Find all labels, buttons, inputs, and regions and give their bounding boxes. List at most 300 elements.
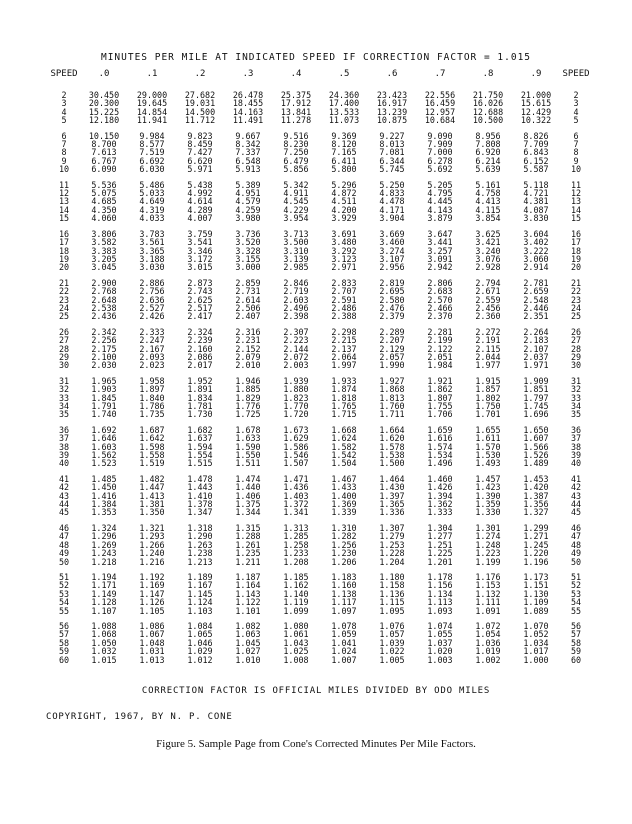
table-cell: 30.450 (88, 90, 120, 100)
table-cell: 1.109 (523, 597, 549, 608)
table-cell: 2.914 (523, 262, 549, 273)
table-cell: 1.101 (235, 605, 261, 616)
table-cell: 1.829 (235, 392, 261, 403)
table-cell: 1.493 (475, 458, 501, 469)
table-cell: 2.160 (187, 343, 213, 354)
row-speed-right: 2 (573, 90, 579, 100)
table-row (48, 247, 592, 255)
table-cell: 19.645 (136, 98, 168, 109)
table-cell: 1.020 (427, 646, 453, 657)
table-cell: 5.205 (427, 179, 453, 190)
table-cell: 1.590 (235, 441, 261, 452)
row-speed-right: 35 (570, 409, 582, 420)
table-cell: 3.691 (331, 228, 357, 239)
table-cell: 1.546 (283, 450, 309, 461)
table-cell: 1.797 (523, 392, 549, 403)
table-cell: 1.582 (331, 441, 357, 452)
table-cell: 1.515 (187, 458, 213, 469)
row-speed-left: 7 (61, 139, 67, 150)
table-cell: 11.712 (184, 115, 216, 126)
row-speed-right: 52 (570, 580, 582, 591)
row-speed-right: 46 (570, 522, 582, 533)
table-cell: 3.582 (91, 237, 117, 248)
table-row (48, 116, 592, 124)
table-cell: 4.721 (523, 188, 549, 199)
table-row (48, 238, 592, 246)
row-speed-left: 6 (61, 130, 67, 141)
table-cell: 1.067 (139, 629, 165, 640)
table-cell: 1.921 (427, 375, 453, 386)
table-cell: 1.406 (235, 490, 261, 501)
table-cell: 4.649 (139, 196, 165, 207)
table-cell: 1.105 (139, 605, 165, 616)
table-cell: 1.673 (283, 424, 309, 435)
table-cell: 7.808 (475, 139, 501, 150)
table-cell: 2.625 (187, 294, 213, 305)
row-speed-left: 14 (58, 204, 70, 215)
table-cell: 2.231 (235, 335, 261, 346)
header-tenth-4: .4 (290, 69, 302, 79)
table-cell: 1.005 (379, 654, 405, 665)
row-speed-right: 6 (573, 130, 579, 141)
table-cell: 7.337 (235, 147, 261, 158)
table-cell: 4.833 (379, 188, 405, 199)
table-cell: 1.786 (139, 401, 165, 411)
table-row (48, 336, 592, 344)
table-cell: 4.872 (331, 188, 357, 199)
table-cell: 2.956 (379, 262, 405, 273)
table-cell: 1.659 (427, 424, 453, 435)
table-cell: 2.603 (283, 294, 309, 305)
table-cell: 2.486 (331, 302, 357, 313)
table-cell: 14.854 (136, 106, 168, 117)
table-cell: 2.476 (379, 302, 405, 313)
table-cell: 3.736 (235, 228, 261, 239)
row-speed-right: 16 (570, 228, 582, 239)
table-cell: 2.859 (235, 277, 261, 288)
table-cell: 8.700 (91, 139, 117, 150)
table-cell: 2.281 (427, 326, 453, 337)
table-cell: 1.720 (283, 409, 309, 420)
row-speed-left: 52 (58, 580, 70, 591)
table-cell: 1.678 (235, 424, 261, 435)
header-tenth-9: .9 (530, 69, 542, 79)
row-speed-left: 15 (58, 213, 70, 224)
table-cell: 17.912 (280, 98, 312, 109)
table-cell: 1.072 (475, 620, 501, 631)
row-speed-right: 53 (570, 588, 582, 599)
table-cell: 1.701 (475, 409, 501, 420)
row-speed-left: 34 (58, 401, 70, 411)
table-cell: 1.440 (235, 482, 261, 493)
row-speed-left: 4 (61, 106, 67, 117)
table-cell: 1.263 (187, 539, 213, 550)
table-cell: 13.239 (376, 106, 408, 117)
table-cell: 5.486 (139, 179, 165, 190)
table-cell: 1.958 (139, 375, 165, 386)
table-cell: 1.443 (187, 482, 213, 493)
table-cell: 1.145 (187, 588, 213, 599)
table-cell: 1.164 (235, 580, 261, 591)
table-row (48, 206, 592, 214)
table-cell: 2.207 (379, 335, 405, 346)
table-cell: 1.167 (187, 580, 213, 591)
table-cell: 1.353 (91, 507, 117, 518)
table-cell: 1.147 (139, 588, 165, 599)
table-cell: 1.485 (91, 473, 117, 484)
table-cell: 1.460 (427, 473, 453, 484)
table-cell: 19.031 (184, 98, 216, 109)
table-cell: 2.247 (139, 335, 165, 346)
table-cell: 1.078 (331, 620, 357, 631)
table-cell: 9.090 (427, 130, 453, 141)
table-cell: 1.103 (187, 605, 213, 616)
table-cell: 2.115 (475, 343, 501, 354)
table-cell: 1.178 (427, 571, 453, 582)
table-cell: 1.130 (523, 588, 549, 599)
table-cell: 6.843 (523, 147, 549, 158)
table-row (48, 99, 592, 107)
table-cell: 4.445 (427, 196, 453, 207)
table-cell: 4.413 (475, 196, 501, 207)
table-cell: 1.015 (91, 654, 117, 665)
table-cell: 2.548 (523, 294, 549, 305)
table-cell: 1.369 (331, 499, 357, 510)
row-speed-right: 19 (570, 253, 582, 264)
table-cell: 24.360 (328, 90, 360, 100)
row-speed-right: 20 (570, 262, 582, 273)
table-cell: 1.271 (523, 531, 549, 542)
table-cell: 6.920 (475, 147, 501, 158)
table-cell: 3.541 (187, 237, 213, 248)
row-speed-left: 8 (61, 147, 67, 158)
table-cell: 1.019 (475, 646, 501, 657)
table-cell: 1.113 (427, 597, 453, 608)
table-cell: 8.577 (139, 139, 165, 150)
row-speed-right: 3 (573, 98, 579, 109)
row-speed-right: 57 (570, 629, 582, 640)
table-cell: 3.123 (331, 253, 357, 264)
table-cell: 13.533 (328, 106, 360, 117)
table-cell: 1.807 (427, 392, 453, 403)
row-speed-right: 17 (570, 237, 582, 248)
table-row (48, 214, 592, 222)
table-cell: 3.421 (475, 237, 501, 248)
row-speed-left: 39 (58, 450, 70, 461)
table-cell: 4.685 (91, 196, 117, 207)
table-cell: 7.250 (283, 147, 309, 158)
table-cell: 2.971 (331, 262, 357, 273)
table-cell: 12.688 (472, 106, 504, 117)
row-speed-left: 38 (58, 441, 70, 452)
table-cell: 5.342 (283, 179, 309, 190)
table-cell: 2.794 (475, 277, 501, 288)
table-cell: 4.951 (235, 188, 261, 199)
table-cell: 5.800 (331, 164, 357, 175)
row-speed-left: 28 (58, 343, 70, 354)
table-row (48, 189, 592, 197)
table-cell: 21.000 (520, 90, 552, 100)
table-cell: 1.594 (187, 441, 213, 452)
table-cell: 1.050 (91, 637, 117, 648)
row-speed-right: 56 (570, 620, 582, 631)
table-cell: 1.381 (139, 499, 165, 510)
table-cell: 1.735 (139, 409, 165, 420)
table-cell: 1.745 (523, 401, 549, 411)
table-cell: 1.282 (331, 531, 357, 542)
table-cell: 1.629 (283, 433, 309, 444)
table-cell: 9.227 (379, 130, 405, 141)
table-cell: 2.023 (139, 360, 165, 371)
table-cell: 2.398 (283, 311, 309, 322)
table-cell: 1.160 (331, 580, 357, 591)
table-cell: 2.388 (331, 311, 357, 322)
table-cell: 10.322 (520, 115, 552, 126)
table-cell: 25.375 (280, 90, 312, 100)
table-cell: 12.429 (520, 106, 552, 117)
table-cell: 1.668 (331, 424, 357, 435)
table-cell: 12.180 (88, 115, 120, 126)
table-cell: 1.655 (475, 424, 501, 435)
table-cell: 2.407 (235, 311, 261, 322)
table-cell: 1.173 (523, 571, 549, 582)
table-cell: 1.299 (523, 522, 549, 533)
table-cell: 9.823 (187, 130, 213, 141)
table-cell: 2.886 (139, 277, 165, 288)
table-row (48, 174, 592, 189)
row-speed-left: 16 (58, 228, 70, 239)
table-cell: 2.289 (379, 326, 405, 337)
table-cell: 1.467 (331, 473, 357, 484)
table-cell: 1.070 (523, 620, 549, 631)
table-cell: 1.228 (379, 548, 405, 559)
table-cell: 2.191 (475, 335, 501, 346)
table-cell: 1.235 (235, 548, 261, 559)
table-cell: 3.091 (427, 253, 453, 264)
table-cell: 1.065 (187, 629, 213, 640)
table-cell: 1.650 (523, 424, 549, 435)
correction-factor-note: CORRECTION FACTOR IS OFFICIAL MILES DIVIDED BY ODO MILES (141, 686, 491, 696)
table-cell: 4.992 (187, 188, 213, 199)
table-cell: 1.111 (475, 597, 501, 608)
table-row (48, 370, 592, 385)
table-cell: 1.037 (427, 637, 453, 648)
table-cell: 2.144 (283, 343, 309, 354)
table-row (48, 223, 592, 238)
row-speed-right: 25 (570, 311, 582, 322)
table-cell: 4.614 (187, 196, 213, 207)
table-cell: 1.578 (379, 441, 405, 452)
table-cell: 1.162 (283, 580, 309, 591)
row-speed-left: 50 (58, 556, 70, 567)
row-speed-left: 23 (58, 294, 70, 305)
table-row (48, 581, 592, 589)
table-cell: 2.003 (283, 360, 309, 371)
row-speed-left: 30 (58, 360, 70, 371)
row-speed-right: 60 (570, 654, 582, 665)
table-cell: 7.519 (139, 147, 165, 158)
table-cell: 1.115 (379, 597, 405, 608)
table-cell: 3.669 (379, 228, 405, 239)
table-cell: 3.188 (139, 253, 165, 264)
table-cell: 1.288 (235, 531, 261, 542)
table-cell: 1.003 (427, 654, 453, 665)
table-cell: 3.172 (187, 253, 213, 264)
table-cell: 1.410 (187, 490, 213, 501)
row-speed-left: 45 (58, 507, 70, 518)
table-cell: 1.603 (91, 441, 117, 452)
table-cell: 3.060 (523, 253, 549, 264)
table-cell: 1.136 (379, 588, 405, 599)
row-speed-left: 32 (58, 384, 70, 395)
table-cell: 1.984 (427, 360, 453, 371)
table-cell: 1.500 (379, 458, 405, 469)
table-cell: 1.080 (283, 620, 309, 631)
table-cell: 4.259 (235, 204, 261, 215)
row-speed-left: 19 (58, 253, 70, 264)
table-cell: 1.036 (475, 637, 501, 648)
table-cell: 3.980 (235, 213, 261, 224)
table-row (48, 263, 592, 271)
table-cell: 3.000 (235, 262, 261, 273)
table-cell: 23.423 (376, 90, 408, 100)
table-cell: 1.029 (187, 646, 213, 657)
table-cell: 2.072 (283, 351, 309, 362)
row-speed-left: 24 (58, 302, 70, 313)
table-cell: 2.272 (475, 326, 501, 337)
table-cell: 2.307 (283, 326, 309, 337)
table-cell: 4.143 (427, 204, 453, 215)
table-cell: 1.616 (427, 433, 453, 444)
header-tenth-5: .5 (338, 69, 350, 79)
table-row (48, 272, 592, 287)
row-speed-left: 48 (58, 539, 70, 550)
table-cell: 1.692 (91, 424, 117, 435)
header-tenth-1: .1 (146, 69, 158, 79)
table-cell: 8.230 (283, 139, 309, 150)
table-cell: 1.059 (331, 629, 357, 640)
table-cell: 1.055 (427, 629, 453, 640)
table-cell: 6.692 (139, 155, 165, 166)
table-cell: 4.289 (187, 204, 213, 215)
minutes-per-mile-table (48, 70, 592, 664)
table-cell: 16.917 (376, 98, 408, 109)
table-cell: 3.274 (379, 245, 405, 256)
row-speed-left: 9 (61, 155, 67, 166)
table-cell: 2.756 (139, 286, 165, 297)
table-cell: 1.927 (379, 375, 405, 386)
table-cell: 8.956 (475, 130, 501, 141)
table-cell: 9.667 (235, 130, 261, 141)
row-speed-left: 43 (58, 490, 70, 501)
table-cell: 1.000 (523, 654, 549, 665)
table-row (48, 647, 592, 655)
table-cell: 2.030 (91, 360, 117, 371)
table-cell: 1.301 (475, 522, 501, 533)
table-cell: 2.093 (139, 351, 165, 362)
table-cell: 1.158 (379, 580, 405, 591)
table-row (48, 148, 592, 156)
table-cell: 3.480 (331, 237, 357, 248)
row-speed-right: 11 (570, 179, 582, 190)
table-cell: 2.010 (235, 360, 261, 371)
row-speed-left: 10 (58, 164, 70, 175)
row-speed-right: 44 (570, 499, 582, 510)
row-speed-right: 7 (573, 139, 579, 150)
row-speed-left: 36 (58, 424, 70, 435)
row-speed-left: 35 (58, 409, 70, 420)
table-cell: 3.904 (379, 213, 405, 224)
row-speed-left: 21 (58, 277, 70, 288)
table-cell: 1.598 (139, 441, 165, 452)
table-cell: 1.277 (427, 531, 453, 542)
row-speed-left: 56 (58, 620, 70, 631)
table-cell: 6.152 (523, 155, 549, 166)
table-cell: 1.426 (427, 482, 453, 493)
row-speed-right: 40 (570, 458, 582, 469)
table-cell: 2.417 (187, 311, 213, 322)
table-cell: 1.530 (475, 450, 501, 461)
table-body (48, 84, 592, 664)
table-cell: 10.684 (424, 115, 456, 126)
table-cell: 5.587 (523, 164, 549, 175)
table-cell: 2.342 (91, 326, 117, 337)
figure-caption: Figure 5. Sample Page from Cone's Corrected Minutes Per Mile Factors. (156, 738, 476, 750)
table-cell: 11.278 (280, 115, 312, 126)
table-row (48, 84, 592, 99)
table-cell: 1.436 (283, 482, 309, 493)
header-tenth-0: .0 (98, 69, 110, 79)
table-cell: 2.215 (331, 335, 357, 346)
table-row (48, 656, 592, 664)
table-cell: 1.134 (427, 588, 453, 599)
table-cell: 5.438 (187, 179, 213, 190)
table-cell: 1.196 (523, 556, 549, 567)
table-cell: 1.624 (331, 433, 357, 444)
table-cell: 1.256 (331, 539, 357, 550)
table-cell: 6.548 (235, 155, 261, 166)
table-cell: 2.466 (427, 302, 453, 313)
table-title: MINUTES PER MILE AT INDICATED SPEED IF CORRECTION FACTOR = 1.015 (100, 52, 532, 63)
table-cell: 1.022 (379, 646, 405, 657)
table-cell: 2.086 (187, 351, 213, 362)
table-cell: 1.566 (523, 441, 549, 452)
row-speed-left: 5 (61, 115, 67, 126)
table-cell: 1.897 (139, 384, 165, 395)
table-cell: 3.383 (91, 245, 117, 256)
table-cell: 1.034 (523, 637, 549, 648)
table-cell: 1.169 (139, 580, 165, 591)
table-cell: 1.359 (475, 499, 501, 510)
table-cell: 2.985 (283, 262, 309, 273)
table-cell: 1.997 (331, 360, 357, 371)
table-cell: 1.243 (91, 548, 117, 559)
table-cell: 1.834 (187, 392, 213, 403)
table-cell: 4.795 (427, 188, 453, 199)
table-cell: 3.460 (379, 237, 405, 248)
row-speed-right: 8 (573, 147, 579, 158)
table-cell: 2.806 (427, 277, 453, 288)
table-cell: 1.350 (139, 507, 165, 518)
table-cell: 5.536 (91, 179, 117, 190)
table-cell: 6.214 (475, 155, 501, 166)
table-cell: 1.378 (187, 499, 213, 510)
table-cell: 1.233 (283, 548, 309, 559)
table-cell: 1.024 (331, 646, 357, 657)
table-row (48, 255, 592, 263)
table-cell: 1.586 (283, 441, 309, 452)
table-cell: 1.642 (139, 433, 165, 444)
